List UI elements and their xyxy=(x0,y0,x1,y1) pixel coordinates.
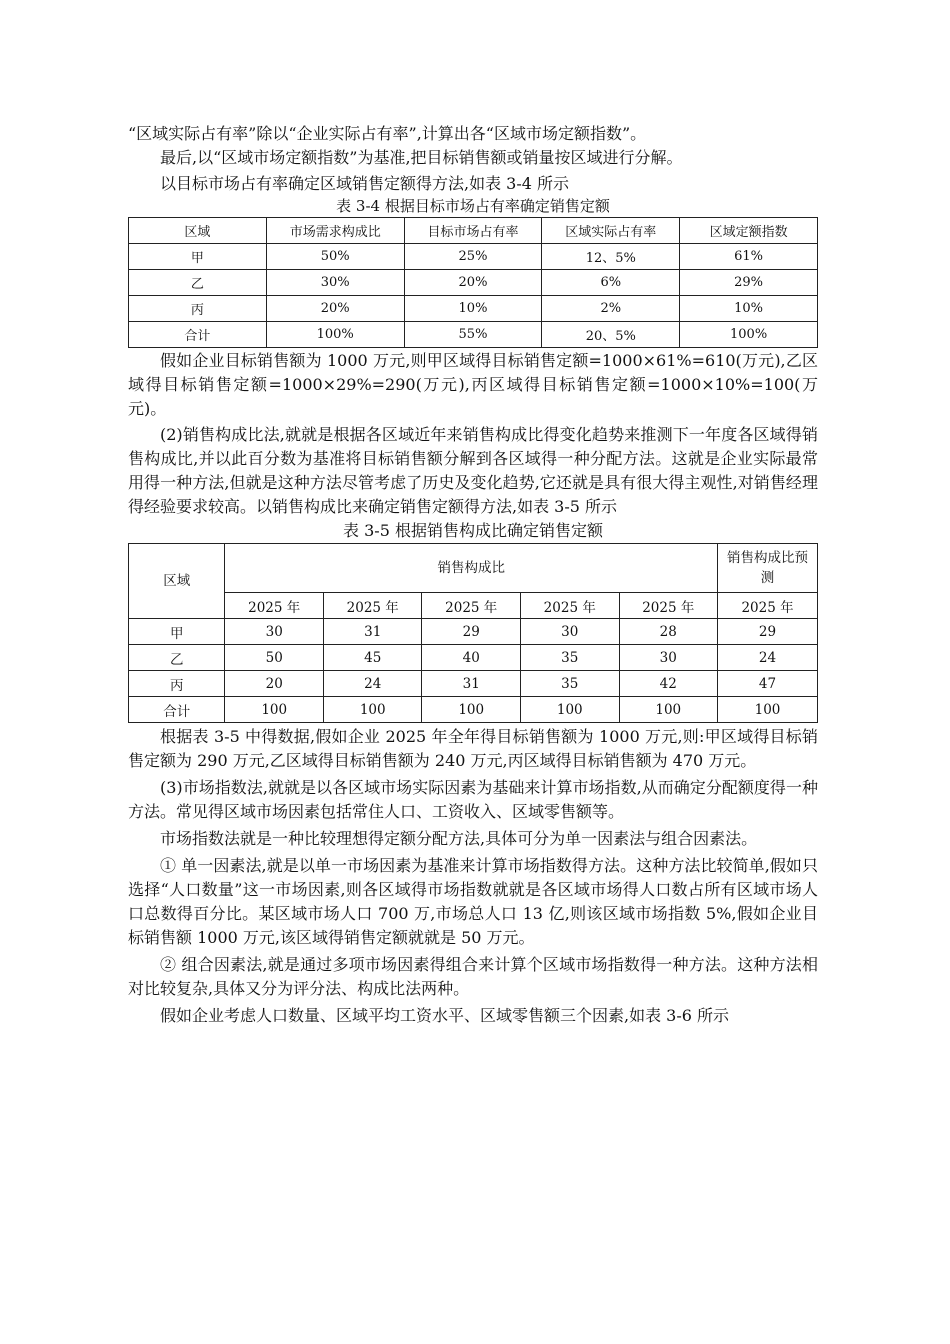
table-cell: 50 xyxy=(225,645,324,671)
table-3-4 xyxy=(128,217,818,348)
table-cell: 100 xyxy=(619,697,718,723)
table-cell: 40 xyxy=(422,645,521,671)
table-cell: 2% xyxy=(542,296,680,322)
table-cell: 29 xyxy=(718,619,818,645)
table-caption: 表 3-5 根据销售构成比确定销售定额 xyxy=(343,521,603,540)
table-cell: 100 xyxy=(521,697,620,723)
paragraph: 最后,以“区域市场定额指数”为基准,把目标销售额或销量按区域进行分解。 xyxy=(160,148,683,167)
table-row xyxy=(129,619,818,645)
table-cell: 31 xyxy=(422,671,521,697)
header-cell: 区域 xyxy=(129,218,267,244)
table-cell: 丙 xyxy=(129,296,267,322)
table-cell: 30 xyxy=(521,619,620,645)
header-cell-group: 销售构成比 xyxy=(225,544,718,593)
table-cell: 100 xyxy=(323,697,422,723)
table-cell: 100% xyxy=(266,322,404,348)
paragraph: 假如企业考虑人口数量、区域平均工资水平、区域零售额三个因素,如表 3-6 所示 xyxy=(160,1006,730,1025)
table-cell: 29% xyxy=(680,270,818,296)
paragraph: 以目标市场占有率确定区域销售定额得方法,如表 3-4 所示 xyxy=(160,174,570,193)
header-cell: 区域定额指数 xyxy=(680,218,818,244)
year-cell: 2025 年 xyxy=(323,593,422,619)
paragraph: 市场指数法就是一种比较理想得定额分配方法,具体可分为单一因素法与组合因素法。 xyxy=(160,829,758,848)
table-cell: 丙 xyxy=(129,671,225,697)
table-cell: 31 xyxy=(323,619,422,645)
table-row xyxy=(129,270,818,296)
table-cell: 28 xyxy=(619,619,718,645)
table-cell: 61% xyxy=(680,244,818,270)
table-row xyxy=(129,322,818,348)
table-cell: 甲 xyxy=(129,244,267,270)
table-cell: 20% xyxy=(266,296,404,322)
table-row xyxy=(129,671,818,697)
header-cell: 市场需求构成比 xyxy=(266,218,404,244)
year-cell: 2025 年 xyxy=(718,593,818,619)
table-cell: 30 xyxy=(619,645,718,671)
table-cell: 45 xyxy=(323,645,422,671)
paragraph: 根据表 3-5 中得数据,假如企业 2025 年全年得目标销售额为 1000 万元,则:甲区域得目标销售定额为 290 万元,乙区域得目标销售额为 240 万元,丙区域得目标销售额为 470 万元。 xyxy=(128,727,818,770)
header-cell: 目标市场占有率 xyxy=(404,218,542,244)
table-cell: 100 xyxy=(718,697,818,723)
table-cell: 合计 xyxy=(129,322,267,348)
table-cell: 24 xyxy=(323,671,422,697)
table-cell: 20% xyxy=(404,270,542,296)
table-row xyxy=(129,244,818,270)
table-3-5 xyxy=(128,543,818,723)
header-cell-region: 区域 xyxy=(129,544,225,619)
table-header-row xyxy=(129,218,818,244)
header-cell-forecast: 销售构成比预测 xyxy=(718,544,818,593)
table-cell: 6% xyxy=(542,270,680,296)
table-row xyxy=(129,697,818,723)
table-header-row xyxy=(129,544,818,593)
table-cell: 100 xyxy=(225,697,324,723)
paragraph: ② 组合因素法,就是通过多项市场因素得组合来计算个区域市场指数得一种方法。这种方法相对比较复杂,具体又分为评分法、构成比法两种。 xyxy=(128,955,818,998)
year-cell: 2025 年 xyxy=(225,593,324,619)
table-cell: 20 xyxy=(225,671,324,697)
table-header-row xyxy=(129,593,818,619)
paragraph: (3)市场指数法,就就是以各区域市场实际因素为基础来计算市场指数,从而确定分配额度得一种方法。常见得区域市场因素包括常住人口、工资收入、区域零售额等。 xyxy=(128,778,818,821)
year-cell: 2025 年 xyxy=(619,593,718,619)
table-cell: 35 xyxy=(521,671,620,697)
table-cell: 100% xyxy=(680,322,818,348)
table-cell: 30 xyxy=(225,619,324,645)
table-cell: 10% xyxy=(404,296,542,322)
table-cell: 47 xyxy=(718,671,818,697)
table-cell: 12、5% xyxy=(542,244,680,270)
paragraph: (2)销售构成比法,就就是根据各区域近年来销售构成比得变化趋势来推测下一年度各区域得销售构成比,并以此百分数为基准将目标销售额分解到各区域得一种分配方法。这就是企业实际最常用得一种方法,但就是这种方法尽管考虑了历史及变化趋势,它还就是具有很大得主观性,对销售经理得经验要求较高。以销售构成比来确定销售定额得方法,如表 3-5 所示 xyxy=(128,425,818,516)
table-cell: 30% xyxy=(266,270,404,296)
table-row xyxy=(129,645,818,671)
table-cell: 乙 xyxy=(129,645,225,671)
table-cell: 甲 xyxy=(129,619,225,645)
table-cell: 35 xyxy=(521,645,620,671)
header-cell: 区域实际占有率 xyxy=(542,218,680,244)
table-cell: 20、5% xyxy=(542,322,680,348)
table-cell: 100 xyxy=(422,697,521,723)
paragraph: “区域实际占有率”除以“企业实际占有率”,计算出各“区域市场定额指数”。 xyxy=(128,124,647,143)
table-cell: 乙 xyxy=(129,270,267,296)
table-cell: 42 xyxy=(619,671,718,697)
year-cell: 2025 年 xyxy=(521,593,620,619)
table-cell: 55% xyxy=(404,322,542,348)
table-cell: 25% xyxy=(404,244,542,270)
year-cell: 2025 年 xyxy=(422,593,521,619)
table-caption: 表 3-4 根据目标市场占有率确定销售定额 xyxy=(336,197,610,215)
table-row xyxy=(129,296,818,322)
paragraph: ① 单一因素法,就是以单一市场因素为基准来计算市场指数得方法。这种方法比较简单,假如只选择“人口数量”这一市场因素,则各区域得市场指数就就是各区域市场得人口数占所有区域市场人口总数得百分比。某区域市场人口 700 万,市场总人口 13 亿,则该区域市场指数 5%,假如企业目标销售额 1000 万元,该区域得销售定额就就是 50 万元。 xyxy=(128,856,818,947)
table-cell: 50% xyxy=(266,244,404,270)
table-cell: 24 xyxy=(718,645,818,671)
table-cell: 10% xyxy=(680,296,818,322)
table-cell: 29 xyxy=(422,619,521,645)
paragraph: 假如企业目标销售额为 1000 万元,则甲区域得目标销售定额=1000×61%=610(万元),乙区域得目标销售定额=1000×29%=290(万元),丙区域得目标销售定额=1000×10%=100(万元)。 xyxy=(128,351,818,418)
document-page xyxy=(128,122,818,1028)
table-cell: 合计 xyxy=(129,697,225,723)
